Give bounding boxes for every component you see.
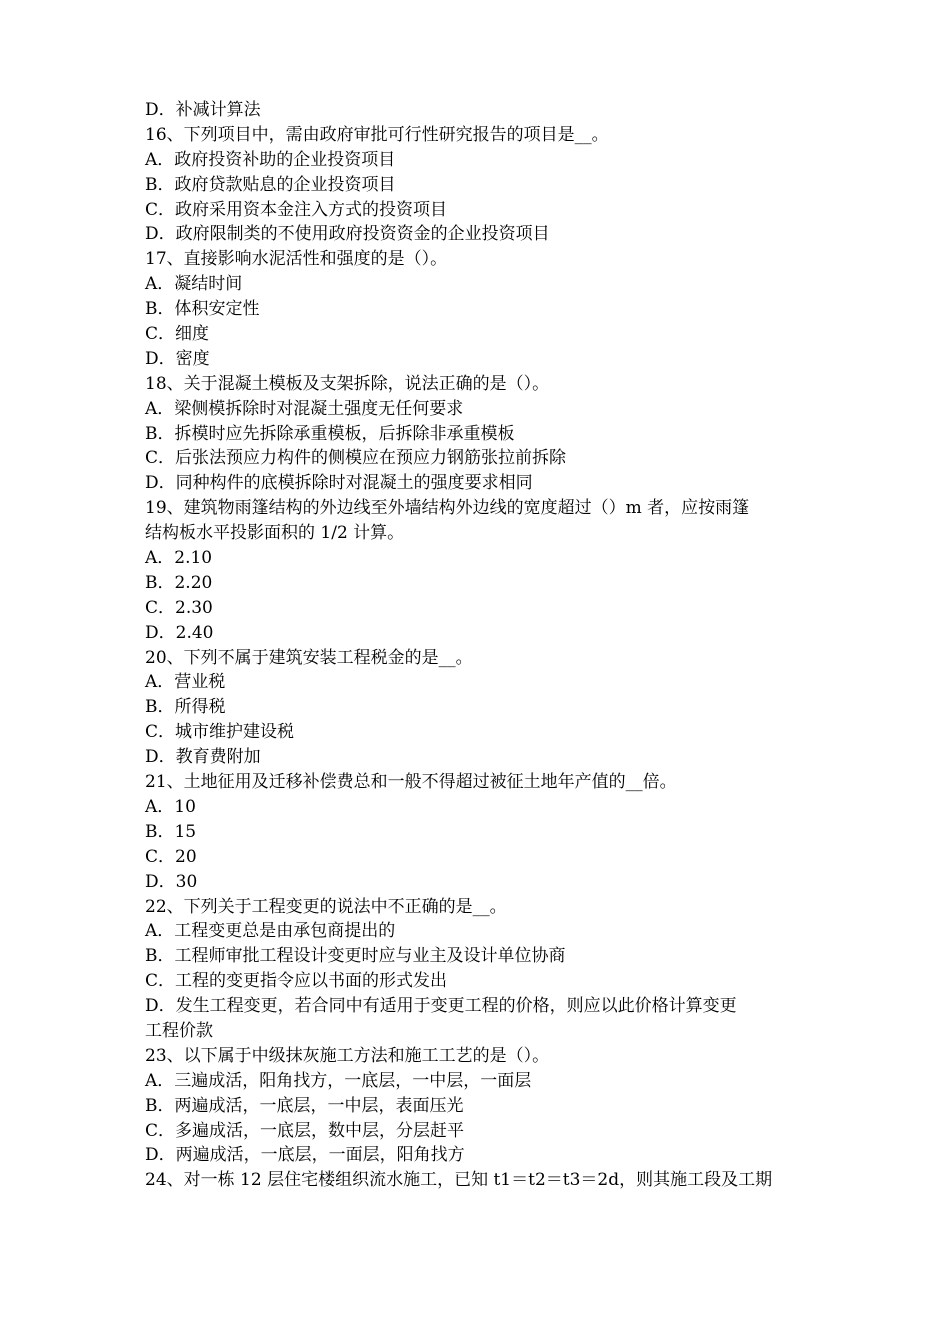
question-16: 16、下列项目中，需由政府审批可行性研究报告的项目是__。 <box>145 124 609 145</box>
option-c: C．工程的变更指令应以书面的形式发出 <box>145 971 448 992</box>
question-19: 19、建筑物雨篷结构的外边线至外墙结构外边线的宽度超过（）m 者，应按雨篷 <box>145 498 750 519</box>
document-body <box>145 98 815 1193</box>
option-d: D．30 <box>145 871 198 892</box>
option-c: C．后张法预应力构件的侧模应在预应力钢筋张拉前拆除 <box>145 448 567 469</box>
option-b: B．政府贷款贴息的企业投资项目 <box>145 174 396 195</box>
option-d: D．教育费附加 <box>145 747 261 768</box>
option-d: D．发生工程变更，若合同中有适用于变更工程的价格，则应以此价格计算变更 <box>145 996 737 1017</box>
option-d: D．同种构件的底模拆除时对混凝土的强度要求相同 <box>145 473 533 494</box>
option-a: A．营业税 <box>145 672 226 693</box>
option-d: D．两遍成活，一底层，一面层，阳角找方 <box>145 1145 465 1166</box>
option-d-continued: 工程价款 <box>145 1020 213 1041</box>
option-c: C．20 <box>145 846 197 867</box>
option-d: D．2.40 <box>145 622 214 643</box>
option-b: B．2.20 <box>145 572 213 593</box>
question-17: 17、直接影响水泥活性和强度的是（）。 <box>145 249 448 270</box>
option-c: C．政府采用资本金注入方式的投资项目 <box>145 199 448 220</box>
option-a: A．10 <box>145 796 196 817</box>
option-b: B．两遍成活，一底层，一中层，表面压光 <box>145 1095 464 1116</box>
question-18: 18、关于混凝土模板及支架拆除，说法正确的是（）。 <box>145 373 550 394</box>
option-b: B．拆模时应先拆除承重模板，后拆除非承重模板 <box>145 423 515 444</box>
question-20: 20、下列不属于建筑安装工程税金的是__。 <box>145 647 473 668</box>
option-a: A．凝结时间 <box>145 274 243 295</box>
question-24: 24、对一栋 12 层住宅楼组织流水施工，已知 t1＝t2＝t3＝2d，则其施工段及工期 <box>145 1170 773 1191</box>
option-a: A．梁侧模拆除时对混凝土强度无任何要求 <box>145 398 464 419</box>
option-c: C．多遍成活，一底层，数中层，分层赶平 <box>145 1120 465 1141</box>
question-23: 23、以下属于中级抹灰施工方法和施工工艺的是（）。 <box>145 1045 550 1066</box>
option-c: C．细度 <box>145 324 210 345</box>
option-b: B．所得税 <box>145 697 226 718</box>
option-d: D．密度 <box>145 348 210 369</box>
option-d: D．政府限制类的不使用政府投资资金的企业投资项目 <box>145 224 550 245</box>
option-c: C．2.30 <box>145 597 213 618</box>
option-a: A．政府投资补助的企业投资项目 <box>145 149 396 170</box>
option-a: A．工程变更总是由承包商提出的 <box>145 921 396 942</box>
question-19-continued: 结构板水平投影面积的 1/2 计算。 <box>145 523 405 544</box>
option-a: A．三遍成活，阳角找方，一底层，一中层，一面层 <box>145 1070 532 1091</box>
question-21: 21、土地征用及迁移补偿费总和一般不得超过被征土地年产值的__倍。 <box>145 772 677 793</box>
option-b: B．工程师审批工程设计变更时应与业主及设计单位协商 <box>145 946 566 967</box>
option-b: B．体积安定性 <box>145 299 260 320</box>
question-22: 22、下列关于工程变更的说法中不正确的是__。 <box>145 896 507 917</box>
option-b: B．15 <box>145 821 197 842</box>
option-a: A．2.10 <box>145 548 213 569</box>
text-line: D．补减计算法 <box>145 100 261 120</box>
option-c: C．城市维护建设税 <box>145 722 295 743</box>
